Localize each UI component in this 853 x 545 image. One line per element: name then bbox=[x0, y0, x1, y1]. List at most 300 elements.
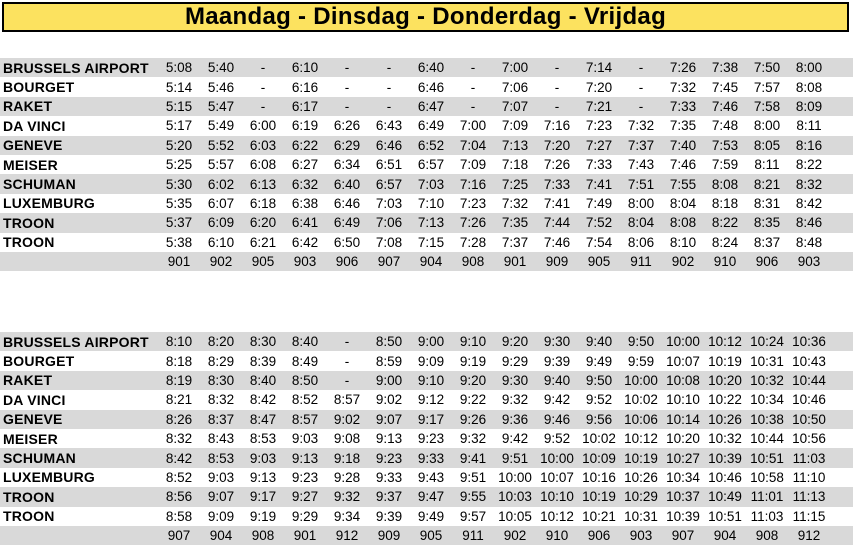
time-cell: 8:52 bbox=[291, 392, 319, 408]
time-cell: 6:26 bbox=[333, 118, 361, 134]
time-cell: 7:57 bbox=[753, 79, 781, 95]
bus-number-cell: 910 bbox=[545, 528, 569, 544]
time-cell: 9:43 bbox=[417, 469, 445, 485]
time-cell: 9:55 bbox=[459, 489, 487, 505]
time-cell: 6:29 bbox=[333, 137, 361, 153]
time-cell: 10:31 bbox=[624, 508, 658, 524]
row-spacer bbox=[830, 468, 853, 487]
bus-number-cell: 912 bbox=[797, 528, 821, 544]
time-cell: 9:52 bbox=[585, 392, 613, 408]
time-cell: 8:47 bbox=[249, 411, 277, 427]
time-cell: 9:10 bbox=[459, 334, 487, 350]
time-cell: 6:18 bbox=[249, 195, 277, 211]
station-label: DA VINCI bbox=[3, 117, 66, 134]
time-cell: 9:02 bbox=[333, 411, 361, 427]
time-cell: 8:09 bbox=[795, 98, 823, 114]
time-cell: 5:08 bbox=[165, 60, 193, 76]
time-cell: 5:14 bbox=[165, 79, 193, 95]
bus-number-cell: 911 bbox=[462, 528, 484, 544]
time-cell: 6:20 bbox=[249, 215, 277, 231]
time-cell: 7:43 bbox=[627, 157, 655, 173]
time-cell: 6:41 bbox=[291, 215, 319, 231]
time-cell: 8:29 bbox=[207, 353, 235, 369]
time-cell: 9:39 bbox=[375, 508, 403, 524]
time-cell: 6:09 bbox=[207, 215, 235, 231]
time-cell: 8:42 bbox=[249, 392, 277, 408]
row-spacer bbox=[830, 429, 853, 448]
time-cell: 6:57 bbox=[417, 157, 445, 173]
time-cell: 9:42 bbox=[501, 431, 529, 447]
time-cell: - bbox=[344, 353, 350, 369]
time-cell: 7:26 bbox=[459, 215, 487, 231]
station-row bbox=[0, 371, 853, 390]
time-cell: 6:16 bbox=[291, 79, 319, 95]
time-cell: 10:12 bbox=[708, 334, 742, 350]
row-spacer bbox=[830, 194, 853, 213]
time-cell: 7:35 bbox=[669, 118, 697, 134]
time-cell: 10:02 bbox=[624, 392, 658, 408]
time-cell: 8:43 bbox=[207, 431, 235, 447]
bus-number-cell: 905 bbox=[587, 254, 611, 270]
time-cell: - bbox=[386, 79, 392, 95]
time-cell: - bbox=[554, 98, 560, 114]
station-label: GENEVE bbox=[3, 137, 63, 154]
time-cell: 8:46 bbox=[795, 215, 823, 231]
bus-number-cell: 909 bbox=[377, 528, 401, 544]
time-cell: 9:12 bbox=[417, 392, 445, 408]
bus-number-cell: 908 bbox=[251, 528, 275, 544]
time-cell: 7:59 bbox=[711, 157, 739, 173]
bus-number-cell: 907 bbox=[377, 254, 401, 270]
station-label: MEISER bbox=[3, 430, 58, 447]
station-label: MEISER bbox=[3, 156, 58, 173]
time-cell: 6:13 bbox=[249, 176, 277, 192]
bus-number-cell: 901 bbox=[293, 528, 317, 544]
time-cell: 7:32 bbox=[669, 79, 697, 95]
time-cell: 5:35 bbox=[165, 195, 193, 211]
time-cell: 10:26 bbox=[624, 469, 658, 485]
time-cell: 8:42 bbox=[165, 450, 193, 466]
time-cell: 10:12 bbox=[624, 431, 658, 447]
time-cell: 8:53 bbox=[249, 431, 277, 447]
time-cell: 6:10 bbox=[291, 60, 319, 76]
station-row bbox=[0, 351, 853, 370]
time-cell: 7:33 bbox=[585, 157, 613, 173]
time-cell: 7:54 bbox=[585, 234, 613, 250]
time-cell: 10:51 bbox=[708, 508, 742, 524]
time-cell: 8:31 bbox=[753, 195, 781, 211]
time-cell: 7:50 bbox=[753, 60, 781, 76]
time-cell: 5:49 bbox=[207, 118, 235, 134]
time-cell: 9:46 bbox=[543, 411, 571, 427]
bus-number-cell: 903 bbox=[797, 254, 821, 270]
time-cell: 7:08 bbox=[375, 234, 403, 250]
time-cell: - bbox=[554, 79, 560, 95]
time-cell: 6:52 bbox=[417, 137, 445, 153]
time-cell: 5:20 bbox=[165, 137, 193, 153]
time-cell: 8:00 bbox=[753, 118, 781, 134]
time-cell: 6:49 bbox=[417, 118, 445, 134]
time-cell: 7:13 bbox=[501, 137, 529, 153]
time-cell: 8:10 bbox=[165, 334, 193, 350]
time-cell: 8:21 bbox=[165, 392, 193, 408]
time-cell: 9:08 bbox=[333, 431, 361, 447]
time-cell: 9:51 bbox=[459, 469, 487, 485]
time-cell: 5:17 bbox=[165, 118, 193, 134]
time-cell: 6:46 bbox=[375, 137, 403, 153]
time-cell: 10:24 bbox=[750, 334, 784, 350]
time-cell: 6:47 bbox=[417, 98, 445, 114]
time-cell: 10:36 bbox=[792, 334, 826, 350]
time-cell: 9:50 bbox=[585, 372, 613, 388]
time-cell: 7:00 bbox=[459, 118, 487, 134]
time-cell: 10:26 bbox=[708, 411, 742, 427]
time-cell: 8:37 bbox=[207, 411, 235, 427]
time-cell: 9:33 bbox=[375, 469, 403, 485]
time-cell: 10:07 bbox=[666, 353, 700, 369]
time-cell: 10:22 bbox=[708, 392, 742, 408]
row-spacer bbox=[830, 233, 853, 252]
time-cell: 9:37 bbox=[375, 489, 403, 505]
time-cell: 10:12 bbox=[540, 508, 574, 524]
time-cell: 8:37 bbox=[753, 234, 781, 250]
time-cell: 6:57 bbox=[375, 176, 403, 192]
time-cell: 9:23 bbox=[417, 431, 445, 447]
time-cell: 8:56 bbox=[165, 489, 193, 505]
time-cell: - bbox=[638, 60, 644, 76]
time-cell: 9:10 bbox=[417, 372, 445, 388]
time-cell: 7:26 bbox=[669, 60, 697, 76]
time-cell: 7:28 bbox=[459, 234, 487, 250]
time-cell: 5:40 bbox=[207, 60, 235, 76]
time-cell: - bbox=[344, 98, 350, 114]
time-cell: 6:38 bbox=[291, 195, 319, 211]
time-cell: 8:04 bbox=[627, 215, 655, 231]
time-cell: 9:00 bbox=[375, 372, 403, 388]
time-cell: 6:51 bbox=[375, 157, 403, 173]
time-cell: 10:46 bbox=[708, 469, 742, 485]
time-cell: 9:20 bbox=[501, 334, 529, 350]
time-cell: 9:33 bbox=[417, 450, 445, 466]
time-cell: 7:41 bbox=[543, 195, 571, 211]
time-cell: 5:52 bbox=[207, 137, 235, 153]
time-cell: 10:00 bbox=[624, 372, 658, 388]
timetable-second bbox=[0, 332, 853, 545]
station-row bbox=[0, 174, 853, 193]
bus-number-cell: 902 bbox=[209, 254, 233, 270]
station-label: RAKET bbox=[3, 372, 53, 389]
time-cell: 9:17 bbox=[249, 489, 277, 505]
time-cell: 8:21 bbox=[753, 176, 781, 192]
time-cell: 9:03 bbox=[249, 450, 277, 466]
time-cell: 10:39 bbox=[708, 450, 742, 466]
time-cell: 6:21 bbox=[249, 234, 277, 250]
time-cell: 8:20 bbox=[207, 334, 235, 350]
time-cell: 7:38 bbox=[711, 60, 739, 76]
time-cell: 11:01 bbox=[750, 489, 784, 505]
time-cell: 7:13 bbox=[417, 215, 445, 231]
row-spacer bbox=[830, 213, 853, 232]
time-cell: 8:00 bbox=[627, 195, 655, 211]
time-cell: 10:50 bbox=[792, 411, 826, 427]
time-cell: - bbox=[470, 98, 476, 114]
time-cell: 7:58 bbox=[753, 98, 781, 114]
station-label: BRUSSELS AIRPORT bbox=[3, 59, 149, 76]
time-cell: 9:40 bbox=[543, 372, 571, 388]
time-cell: 10:10 bbox=[666, 392, 700, 408]
time-cell: 10:44 bbox=[792, 372, 826, 388]
station-label: TROON bbox=[3, 214, 55, 231]
bus-number-cell: 904 bbox=[713, 528, 737, 544]
station-row bbox=[0, 116, 853, 135]
time-cell: 8:49 bbox=[291, 353, 319, 369]
bus-number-cell: 906 bbox=[335, 254, 359, 270]
time-cell: 6:49 bbox=[333, 215, 361, 231]
time-cell: 6:50 bbox=[333, 234, 361, 250]
bus-row-spacer bbox=[0, 526, 158, 545]
time-cell: 7:20 bbox=[585, 79, 613, 95]
time-cell: 10:19 bbox=[708, 353, 742, 369]
station-row bbox=[0, 58, 853, 77]
days-header-banner: Maandag - Dinsdag - Donderdag - Vrijdag bbox=[2, 2, 849, 32]
time-cell: 9:00 bbox=[417, 334, 445, 350]
time-cell: 9:32 bbox=[459, 431, 487, 447]
time-cell: 6:03 bbox=[249, 137, 277, 153]
time-cell: 6:00 bbox=[249, 118, 277, 134]
time-cell: 8:24 bbox=[711, 234, 739, 250]
time-cell: 9:19 bbox=[459, 353, 487, 369]
time-cell: 10:56 bbox=[792, 431, 826, 447]
row-spacer bbox=[830, 77, 853, 96]
time-cell: 9:23 bbox=[291, 469, 319, 485]
time-cell: 9:41 bbox=[459, 450, 487, 466]
bus-number-row bbox=[0, 252, 853, 271]
time-cell: 7:46 bbox=[543, 234, 571, 250]
time-cell: 6:43 bbox=[375, 118, 403, 134]
time-cell: 9:34 bbox=[333, 508, 361, 524]
time-cell: 10:09 bbox=[582, 450, 616, 466]
time-cell: 9:13 bbox=[375, 431, 403, 447]
station-row bbox=[0, 448, 853, 467]
time-cell: 7:40 bbox=[669, 137, 697, 153]
time-cell: - bbox=[470, 79, 476, 95]
time-cell: 10:07 bbox=[540, 469, 574, 485]
station-label: BOURGET bbox=[3, 79, 75, 96]
time-cell: 10:51 bbox=[750, 450, 784, 466]
time-cell: 10:49 bbox=[708, 489, 742, 505]
time-cell: 7:52 bbox=[585, 215, 613, 231]
time-cell: 7:18 bbox=[501, 157, 529, 173]
time-cell: 10:32 bbox=[750, 372, 784, 388]
time-cell: - bbox=[344, 334, 350, 350]
time-cell: 9:32 bbox=[501, 392, 529, 408]
time-cell: 10:32 bbox=[708, 431, 742, 447]
time-cell: 9:59 bbox=[627, 353, 655, 369]
bus-number-cell: 903 bbox=[293, 254, 317, 270]
time-cell: 8:22 bbox=[711, 215, 739, 231]
row-spacer bbox=[830, 448, 853, 467]
station-label: RAKET bbox=[3, 98, 53, 115]
time-cell: - bbox=[638, 79, 644, 95]
time-cell: 8:50 bbox=[375, 334, 403, 350]
time-cell: - bbox=[386, 98, 392, 114]
time-cell: 7:51 bbox=[627, 176, 655, 192]
bus-number-cell: 902 bbox=[503, 528, 527, 544]
time-cell: 7:32 bbox=[501, 195, 529, 211]
time-cell: 11:13 bbox=[792, 489, 826, 505]
time-cell: 10:27 bbox=[666, 450, 700, 466]
time-cell: 7:26 bbox=[543, 157, 571, 173]
bus-number-cell: 906 bbox=[755, 254, 779, 270]
time-cell: 9:20 bbox=[459, 372, 487, 388]
time-cell: 10:16 bbox=[582, 469, 616, 485]
time-cell: - bbox=[260, 60, 266, 76]
time-cell: 6:08 bbox=[249, 157, 277, 173]
bus-row-spacer bbox=[0, 252, 158, 271]
time-cell: 10:21 bbox=[582, 508, 616, 524]
time-cell: 7:49 bbox=[585, 195, 613, 211]
time-cell: 7:23 bbox=[459, 195, 487, 211]
time-cell: 10:43 bbox=[792, 353, 826, 369]
time-cell: - bbox=[554, 60, 560, 76]
time-cell: 6:02 bbox=[207, 176, 235, 192]
time-cell: 5:37 bbox=[165, 215, 193, 231]
bus-number-cell: 905 bbox=[251, 254, 275, 270]
time-cell: 5:30 bbox=[165, 176, 193, 192]
time-cell: 7:00 bbox=[501, 60, 529, 76]
bus-number-cell: 904 bbox=[209, 528, 233, 544]
time-cell: 8:35 bbox=[753, 215, 781, 231]
time-cell: 6:34 bbox=[333, 157, 361, 173]
time-cell: 7:27 bbox=[585, 137, 613, 153]
time-cell: 9:13 bbox=[291, 450, 319, 466]
station-row bbox=[0, 429, 853, 448]
time-cell: 7:09 bbox=[459, 157, 487, 173]
time-cell: 8:19 bbox=[165, 372, 193, 388]
time-cell: 8:18 bbox=[711, 195, 739, 211]
time-cell: 9:09 bbox=[207, 508, 235, 524]
time-cell: 8:40 bbox=[249, 372, 277, 388]
time-cell: - bbox=[344, 372, 350, 388]
time-cell: 8:05 bbox=[753, 137, 781, 153]
time-cell: 6:40 bbox=[417, 60, 445, 76]
time-cell: 8:50 bbox=[291, 372, 319, 388]
station-row bbox=[0, 77, 853, 96]
station-row bbox=[0, 194, 853, 213]
station-row bbox=[0, 213, 853, 232]
station-label: TROON bbox=[3, 488, 55, 505]
time-cell: 8:30 bbox=[207, 372, 235, 388]
bus-number-cell: 901 bbox=[167, 254, 191, 270]
time-cell: 5:25 bbox=[165, 157, 193, 173]
time-cell: 7:46 bbox=[669, 157, 697, 173]
station-row bbox=[0, 136, 853, 155]
time-cell: 9:29 bbox=[501, 353, 529, 369]
bus-number-row bbox=[0, 526, 853, 545]
time-cell: 9:39 bbox=[543, 353, 571, 369]
time-cell: 7:32 bbox=[627, 118, 655, 134]
time-cell: 10:20 bbox=[666, 431, 700, 447]
time-cell: 6:32 bbox=[291, 176, 319, 192]
time-cell: 9:42 bbox=[543, 392, 571, 408]
time-cell: 7:37 bbox=[501, 234, 529, 250]
time-cell: - bbox=[638, 98, 644, 114]
station-label: TROON bbox=[3, 508, 55, 525]
bus-number-cell: 903 bbox=[629, 528, 653, 544]
time-cell: 7:16 bbox=[459, 176, 487, 192]
row-spacer bbox=[830, 58, 853, 77]
bus-number-cell: 908 bbox=[461, 254, 485, 270]
time-cell: - bbox=[344, 60, 350, 76]
time-cell: 9:19 bbox=[249, 508, 277, 524]
time-cell: 7:04 bbox=[459, 137, 487, 153]
time-cell: 6:40 bbox=[333, 176, 361, 192]
time-cell: 5:15 bbox=[165, 98, 193, 114]
time-cell: - bbox=[386, 60, 392, 76]
time-cell: 10:37 bbox=[666, 489, 700, 505]
time-cell: 10:00 bbox=[666, 334, 700, 350]
time-cell: - bbox=[470, 60, 476, 76]
bus-number-cell: 904 bbox=[419, 254, 443, 270]
time-cell: 9:28 bbox=[333, 469, 361, 485]
time-cell: 7:20 bbox=[543, 137, 571, 153]
time-cell: 10:05 bbox=[498, 508, 532, 524]
time-cell: 9:13 bbox=[249, 469, 277, 485]
time-cell: 8:52 bbox=[165, 469, 193, 485]
time-cell: 7:41 bbox=[585, 176, 613, 192]
bus-number-cell: 901 bbox=[503, 254, 527, 270]
time-cell: 7:35 bbox=[501, 215, 529, 231]
row-spacer bbox=[830, 174, 853, 193]
time-cell: 7:06 bbox=[375, 215, 403, 231]
time-cell: 8:06 bbox=[627, 234, 655, 250]
time-cell: 7:10 bbox=[417, 195, 445, 211]
time-cell: 5:38 bbox=[165, 234, 193, 250]
time-cell: 8:18 bbox=[165, 353, 193, 369]
time-cell: 9:32 bbox=[333, 489, 361, 505]
time-cell: 6:22 bbox=[291, 137, 319, 153]
time-cell: 11:03 bbox=[792, 450, 826, 466]
time-cell: 8:57 bbox=[291, 411, 319, 427]
time-cell: 8:16 bbox=[795, 137, 823, 153]
time-cell: 10:39 bbox=[666, 508, 700, 524]
time-cell: 10:31 bbox=[750, 353, 784, 369]
time-cell: 10:10 bbox=[540, 489, 574, 505]
time-cell: 8:00 bbox=[795, 60, 823, 76]
row-spacer bbox=[830, 487, 853, 506]
time-cell: 6:10 bbox=[207, 234, 235, 250]
station-row bbox=[0, 390, 853, 409]
time-cell: 9:50 bbox=[627, 334, 655, 350]
time-cell: 7:33 bbox=[669, 98, 697, 114]
time-cell: 7:46 bbox=[711, 98, 739, 114]
time-cell: 10:14 bbox=[666, 411, 700, 427]
timetable-first bbox=[0, 58, 853, 271]
time-cell: 6:19 bbox=[291, 118, 319, 134]
time-cell: - bbox=[260, 98, 266, 114]
time-cell: 8:11 bbox=[754, 157, 780, 173]
time-cell: 9:40 bbox=[585, 334, 613, 350]
time-cell: 9:22 bbox=[459, 392, 487, 408]
row-spacer bbox=[830, 155, 853, 174]
time-cell: 10:58 bbox=[750, 469, 784, 485]
time-cell: 7:45 bbox=[711, 79, 739, 95]
time-cell: 10:34 bbox=[750, 392, 784, 408]
time-cell: 10:38 bbox=[750, 411, 784, 427]
time-cell: 7:25 bbox=[501, 176, 529, 192]
time-cell: 7:21 bbox=[585, 98, 613, 114]
time-cell: 7:53 bbox=[711, 137, 739, 153]
